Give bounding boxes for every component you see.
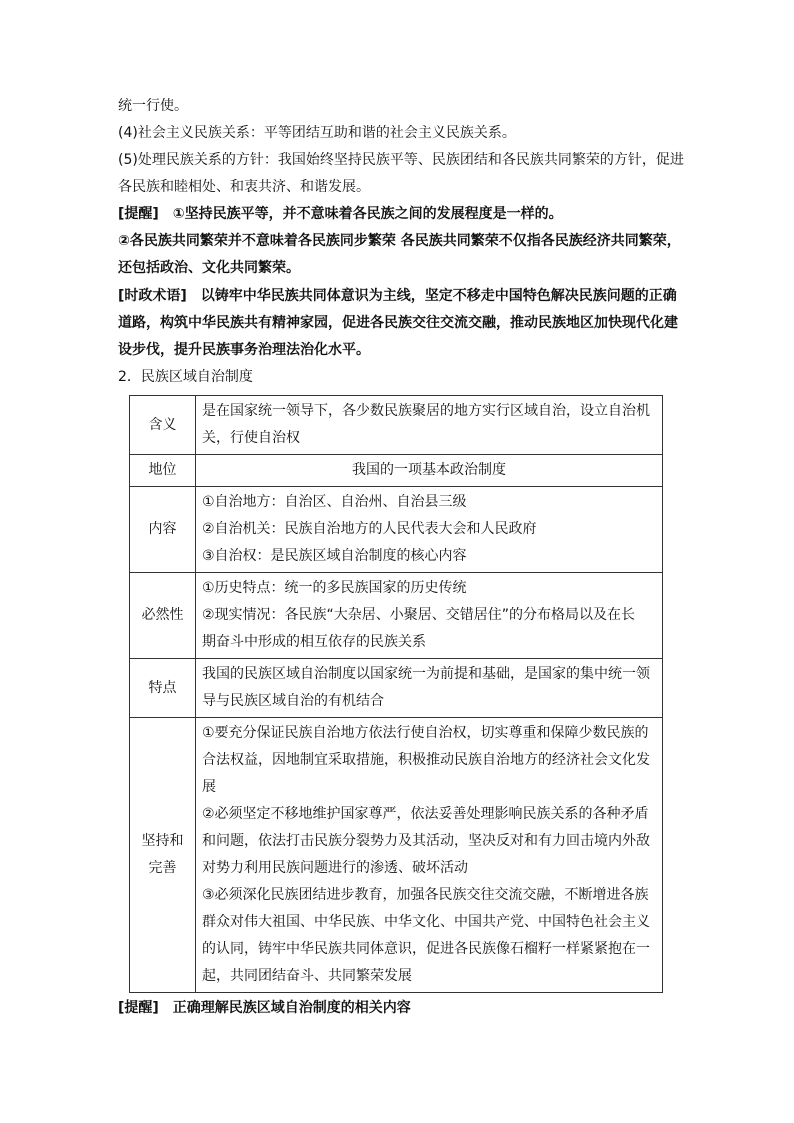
row-key [130,455,196,487]
row-content-line: 的认同，铸牢中华民族共同体意识，促进各民族像石榴籽一样紧紧抱在一 [202,941,650,957]
row-content-line: ②必须坚定不移地维护国家尊严，依法妥善处理影响民族关系的各种矛盾 [202,806,649,822]
row-content-line: ①历史特点：统一的多民族国家的历史传统 [202,580,467,596]
text-line: 各民族和睦相处、和衷共济、和谐发展。 [118,179,370,195]
row-content-line: 和问题，依法打击民族分裂势力及其活动，坚决反对和有力回击境内外敌 [202,833,650,849]
row-content [196,487,663,573]
row-key-text: 地位 [148,462,177,478]
row-content [196,718,663,993]
table-row [130,455,663,487]
term-line: 设步伐，提升民族事务治理法治化水平。 [118,342,370,358]
row-content-line: 期奋斗中形成的相互依存的民族关系 [202,634,426,650]
text-line: (4)社会主义民族关系：平等团结互助和谐的社会主义民族关系。 [118,125,516,141]
row-content [196,396,663,455]
row-key [130,396,196,455]
footer-reminder: [提醒] 正确理解民族区域自治制度的相关内容 [118,1000,411,1016]
section-heading: 2．民族区域自治制度 [118,369,253,385]
row-content-line: ①要充分保证民族自治地方依法行使自治权，切实尊重和保障少数民族的 [202,725,649,741]
table-row [130,573,663,659]
term-line: [时政术语] 以铸牢中华民族共同体意识为主线，坚定不移走中国特色解决民族问题的正确 [118,288,677,304]
row-content [196,455,663,487]
reminder-line: [提醒] ①坚持民族平等，并不意味着各民族之间的发展程度是一样的。 [118,206,563,222]
row-key-text: 含义 [148,416,177,433]
row-content-line: ①自治地方：自治区、自治州、自治县三级 [202,494,467,510]
row-key [130,487,196,573]
table-row [130,659,663,718]
row-content-line: 对势力利用民族问题进行的渗透、破坏活动 [202,860,468,876]
row-key-text: 特点 [148,679,177,696]
row-key [130,718,196,993]
autonomy-table [129,395,663,993]
row-key-text: 完善 [148,860,177,876]
reminder-line: 还包括政治、文化共同繁荣。 [118,260,300,276]
table-row [130,487,663,573]
row-content-line: 合法权益，因地制宜采取措施，积极推动民族自治地方的经济社会文化发 [202,752,650,768]
row-content [196,573,663,659]
row-content-line: 是在国家统一领导下，各少数民族聚居的地方实行区域自治，设立自治机 [202,403,650,419]
term-line: 道路，构筑中华民族共有精神家园，促进各民族交往交流交融，推动民族地区加快现代化建 [118,315,678,331]
text-line: 统一行使。 [118,98,188,114]
row-content-line: ②自治机关：民族自治地方的人民代表大会和人民政府 [202,521,537,537]
row-key-text: 内容 [148,521,177,537]
row-key [130,573,196,659]
row-content-line: 我国的民族区域自治制度以国家统一为前提和基础，是国家的集中统一领 [202,666,650,682]
table-row [130,718,663,993]
row-content-line: 展 [202,779,216,795]
row-content-line: 我国的一项基本政治制度 [352,462,506,478]
table-row [130,396,663,455]
row-content-line: 起，共同团结奋斗、共同繁荣发展 [202,968,412,984]
row-content-line: ②现实情况：各民族“大杂居、小聚居、交错居住”的分布格局以及在长 [202,607,636,623]
text-line: (5)处理民族关系的方针：我国始终坚持民族平等、民族团结和各民族共同繁荣的方针，促进 [118,152,684,168]
row-key-text: 必然性 [141,607,184,623]
row-content [196,659,663,718]
row-key [130,659,196,718]
row-key-text: 坚持和 [141,833,184,849]
row-content-line: ③必须深化民族团结进步教育，加强各民族交往交流交融，不断增进各族 [202,887,649,903]
row-content-line: 关，行使自治权 [202,430,300,446]
row-content-line: 群众对伟大祖国、中华民族、中华文化、中国共产党、中国特色社会主义 [202,914,650,930]
row-content-line: ③自治权：是民族区域自治制度的核心内容 [202,548,467,564]
reminder-line: ②各民族共同繁荣并不意味着各民族同步繁荣 各民族共同繁荣不仅指各民族经济共同繁荣， [118,233,681,249]
row-content-line: 导与民族区域自治的有机结合 [202,693,384,709]
